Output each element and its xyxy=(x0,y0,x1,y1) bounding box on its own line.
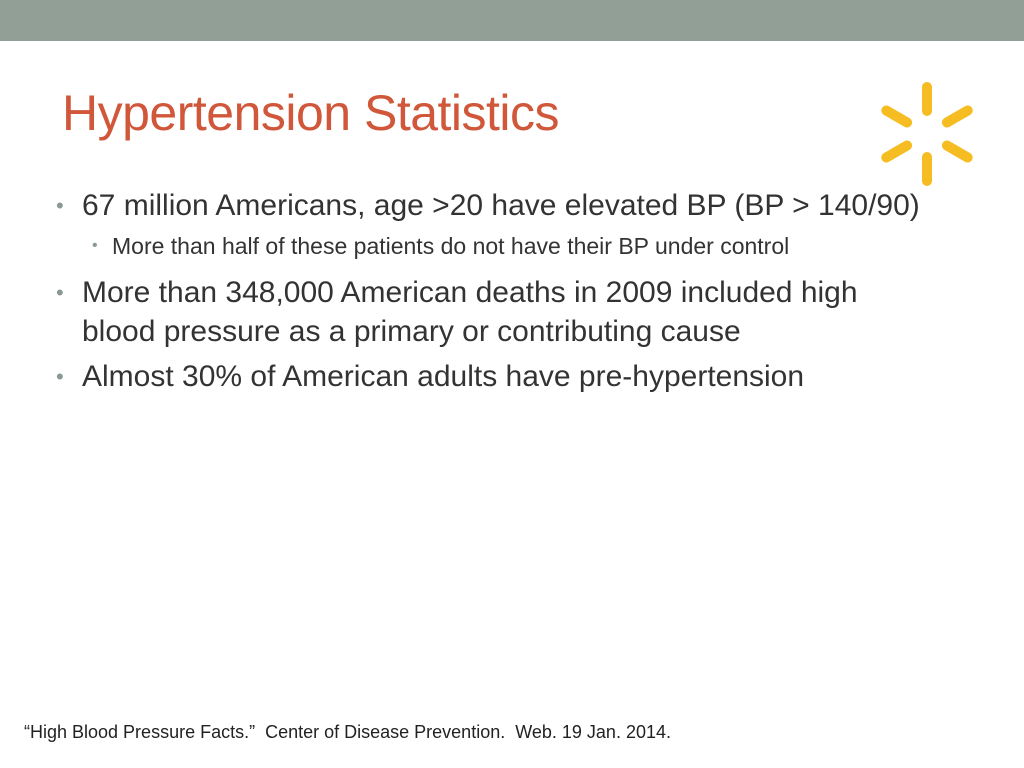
slide-body xyxy=(56,186,956,402)
citation: “High Blood Pressure Facts.” Center of Disease Prevention. Web. 19 Jan. 2014. xyxy=(24,722,671,742)
slide-title: Hypertension Statistics xyxy=(62,85,560,141)
bullet-text: Almost 30% of American adults have pre-hypertension xyxy=(82,360,805,393)
bullet-item xyxy=(56,357,932,396)
bullet-item xyxy=(56,186,932,225)
bullet-item xyxy=(56,273,932,351)
bullet-dot-icon: • xyxy=(56,280,64,305)
bullet-dot-icon: • xyxy=(56,193,64,218)
bullet-dot-icon: • xyxy=(92,237,98,254)
sub-bullet-item xyxy=(92,231,956,261)
bullet-text: More than 348,000 American deaths in 2009 included high blood pressure as a primary or contributing cause xyxy=(82,276,858,348)
bullet-dot-icon: • xyxy=(56,364,64,389)
bullet-text: 67 million Americans, age >20 have elevated BP (BP > 140/90) xyxy=(82,189,920,222)
spark-logo-icon xyxy=(872,78,982,190)
top-band xyxy=(0,0,1024,41)
sub-bullet-text: More than half of these patients do not have their BP under control xyxy=(112,233,790,259)
